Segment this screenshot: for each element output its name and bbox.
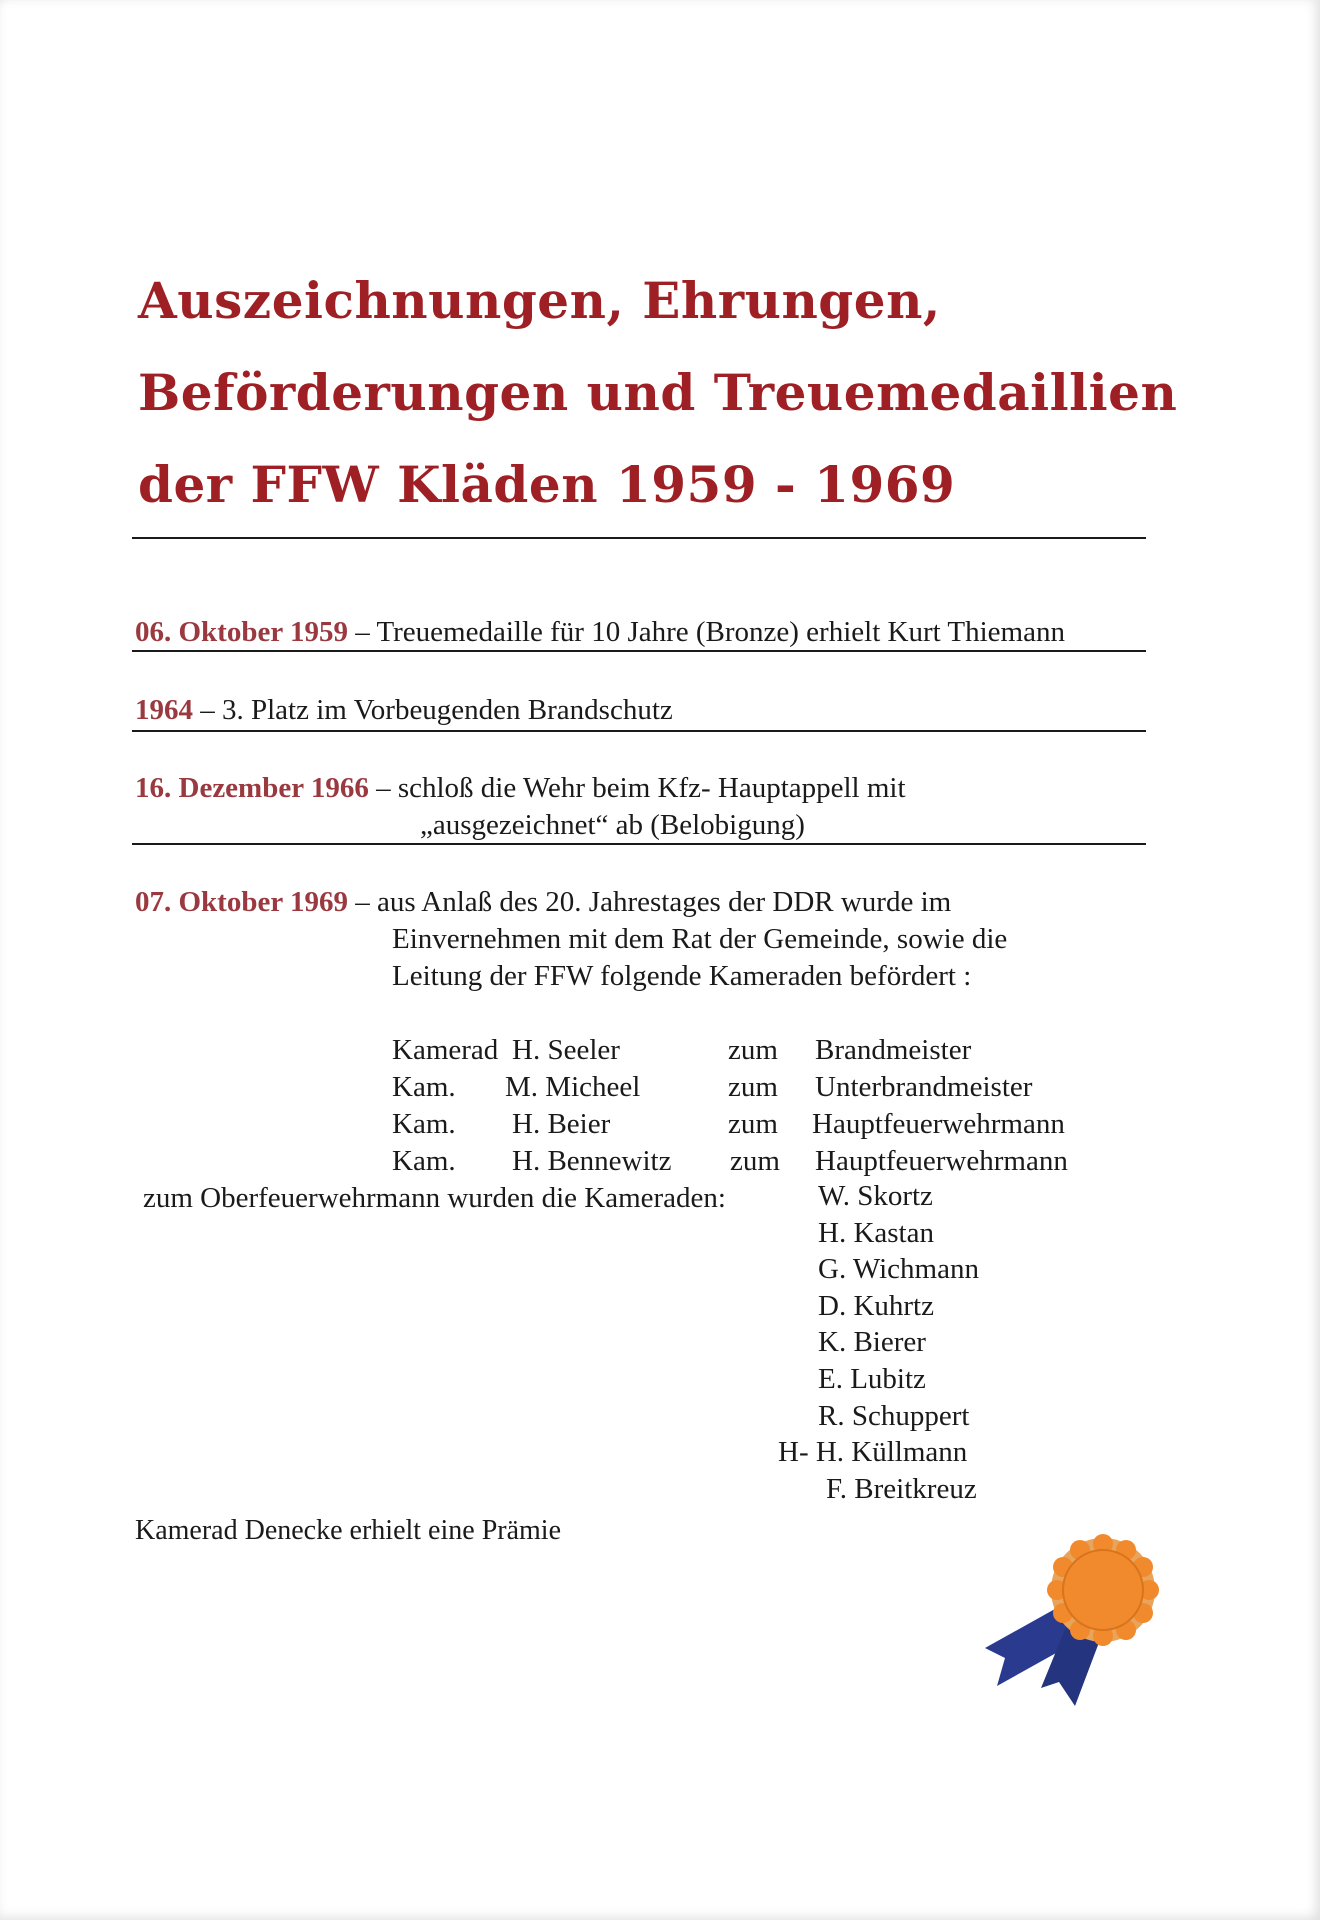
entry-text-continuation: Leitung der FFW folgende Kameraden befördert : [392, 960, 972, 992]
entry-1964 [135, 692, 673, 729]
list-item: E. Lubitz [818, 1362, 926, 1395]
entry-text-continuation: Einvernehmen mit dem Rat der Gemeinde, sowie die [392, 923, 1008, 955]
page-title [138, 255, 1178, 531]
title-line-3: der FFW Kläden 1959 - 1969 [138, 455, 956, 514]
entry-text-continuation: „ausgezeichnet“ ab (Belobigung) [420, 809, 805, 841]
promotion-rank: Hauptfeuerwehrmann [812, 1108, 1065, 1140]
list-item: D. Kuhrtz [818, 1289, 934, 1322]
entry-separator: – [347, 616, 377, 648]
title-underline [132, 537, 1146, 539]
promotion-title: Kamerad [392, 1034, 499, 1066]
list-item: W. Skortz [818, 1180, 933, 1212]
promotion-zum: zum [728, 1071, 778, 1103]
entry-separator: – [368, 772, 398, 804]
entry-text: schloß die Wehr beim Kfz- Hauptappell mit [397, 772, 906, 804]
entry-divider [132, 843, 1146, 845]
entry-1966 [135, 770, 906, 807]
list-item: F. Breitkreuz [826, 1472, 977, 1505]
list-item: G. Wichmann [818, 1253, 979, 1286]
promotion-name: M. Micheel [505, 1071, 641, 1103]
entry-text: 3. Platz im Vorbeugenden Brandschutz [222, 694, 673, 726]
promotion-name: H. Beier [512, 1108, 611, 1140]
oberfeuerwehrmann-list [778, 1178, 979, 1507]
promotion-rank: Brandmeister [815, 1034, 972, 1066]
title-line-2: Beförderungen und Treuemedaillien [138, 363, 1178, 422]
entry-divider [132, 650, 1146, 652]
entry-1959 [135, 614, 1065, 651]
list-item: R. Schuppert [818, 1399, 970, 1432]
award-ribbon-icon [985, 1528, 1165, 1728]
promotion-zum: zum [728, 1108, 778, 1140]
promotion-zum: zum [730, 1145, 780, 1177]
promotion-title: Kam. [392, 1071, 456, 1103]
promotion-zum: zum [728, 1034, 778, 1066]
entry-separator: – [193, 694, 222, 726]
promotion-title: Kam. [392, 1145, 456, 1177]
entry-separator: – [347, 886, 377, 918]
promotion-rank: Unterbrandmeister [815, 1071, 1033, 1103]
footer-note: Kamerad Denecke erhielt eine Prämie [135, 1515, 562, 1546]
promotion-name: H. Seeler [512, 1034, 620, 1066]
entry-text: Treuemedaille für 10 Jahre (Bronze) erhielt Kurt Thiemann [376, 616, 1065, 648]
list-item: H. Kastan [818, 1216, 934, 1249]
list-item: H- H. Küllmann [778, 1436, 968, 1469]
promotion-rank: Hauptfeuerwehrmann [815, 1145, 1068, 1177]
entry-date: 1964 [135, 694, 193, 726]
oberfeuerwehrmann-label: zum Oberfeuerwehrmann wurden die Kameraden: [143, 1182, 726, 1214]
entry-date: 06. Oktober 1959 [135, 616, 348, 648]
list-item: K. Bierer [818, 1326, 926, 1359]
promotion-name: H. Bennewitz [512, 1145, 672, 1177]
title-line-1: Auszeichnungen, Ehrungen, [138, 271, 941, 330]
entry-1969 [135, 884, 951, 921]
promotion-title: Kam. [392, 1108, 456, 1140]
entry-date: 07. Oktober 1969 [135, 886, 348, 918]
entry-divider [132, 730, 1146, 732]
entry-date: 16. Dezember 1966 [135, 772, 369, 804]
entry-text: aus Anlaß des 20. Jahrestages der DDR wurde im [376, 886, 952, 918]
